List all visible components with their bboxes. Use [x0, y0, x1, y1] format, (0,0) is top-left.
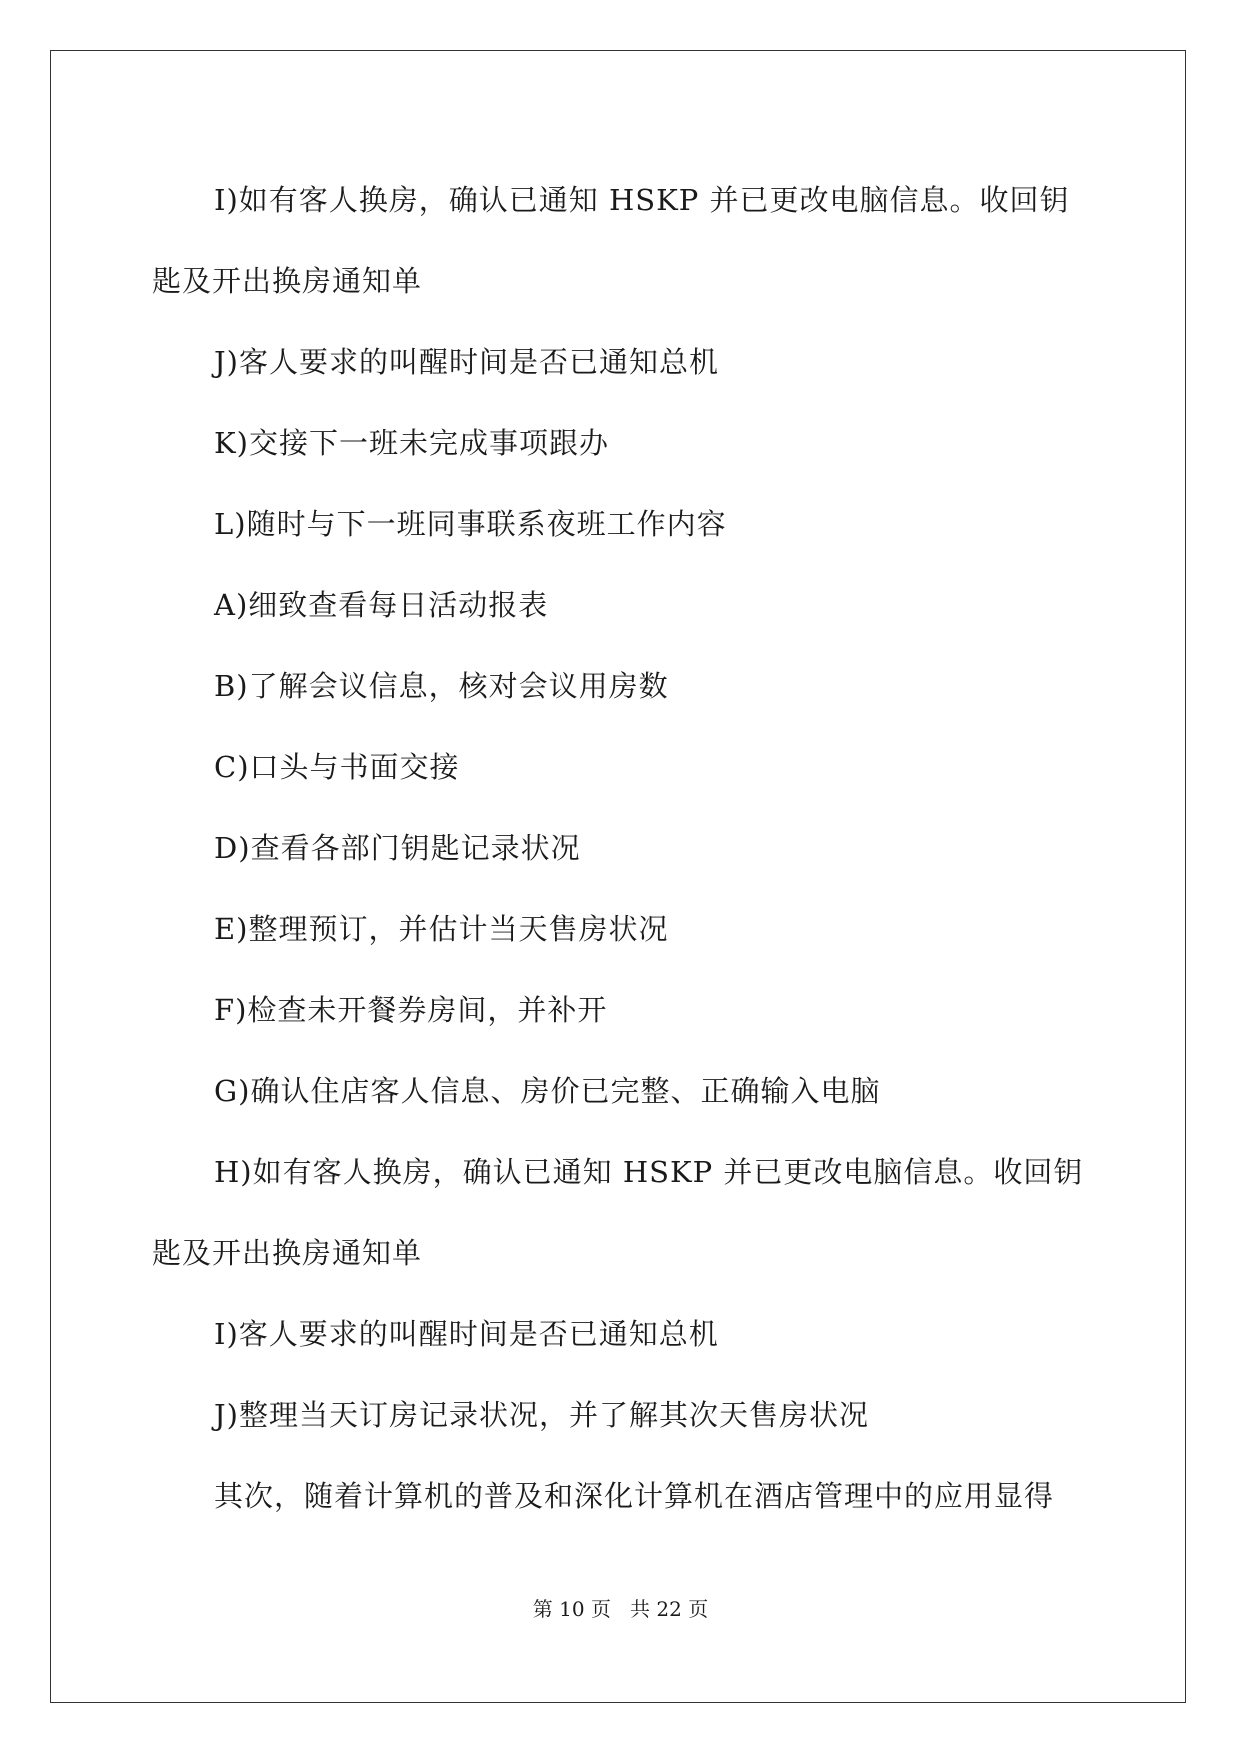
- paragraph: E)整理预订，并估计当天售房状况: [214, 912, 669, 946]
- paragraph: G)确认住店客人信息、房价已完整、正确输入电脑: [214, 1074, 881, 1108]
- document-body: [152, 160, 1092, 1537]
- page-footer: [0, 1593, 1241, 1622]
- paragraph: I)客人要求的叫醒时间是否已通知总机: [214, 1317, 719, 1351]
- page-total: 共 22 页: [630, 1597, 709, 1621]
- paragraph: F)检查未开餐券房间，并补开: [214, 993, 608, 1027]
- paragraph: B)了解会议信息，核对会议用房数: [214, 669, 669, 703]
- paragraph: D)查看各部门钥匙记录状况: [214, 831, 581, 865]
- paragraph: A)细致查看每日活动报表: [214, 588, 549, 622]
- paragraph: 其次，随着计算机的普及和深化计算机在酒店管理中的应用显得: [214, 1479, 1055, 1513]
- page-number: 第 10 页: [532, 1597, 611, 1621]
- paragraph: L)随时与下一班同事联系夜班工作内容: [214, 507, 727, 541]
- paragraph: K)交接下一班未完成事项跟办: [214, 426, 609, 460]
- paragraph: J)整理当天订房记录状况，并了解其次天售房状况: [214, 1398, 869, 1432]
- paragraph: H)如有客人换房，确认已通知 HSKP 并已更改电脑信息。收回钥匙及开出换房通知单: [152, 1155, 1084, 1270]
- paragraph: C)口头与书面交接: [214, 750, 460, 784]
- paragraph: J)客人要求的叫醒时间是否已通知总机: [214, 345, 719, 379]
- paragraph: I)如有客人换房，确认已通知 HSKP 并已更改电脑信息。收回钥匙及开出换房通知单: [152, 183, 1070, 298]
